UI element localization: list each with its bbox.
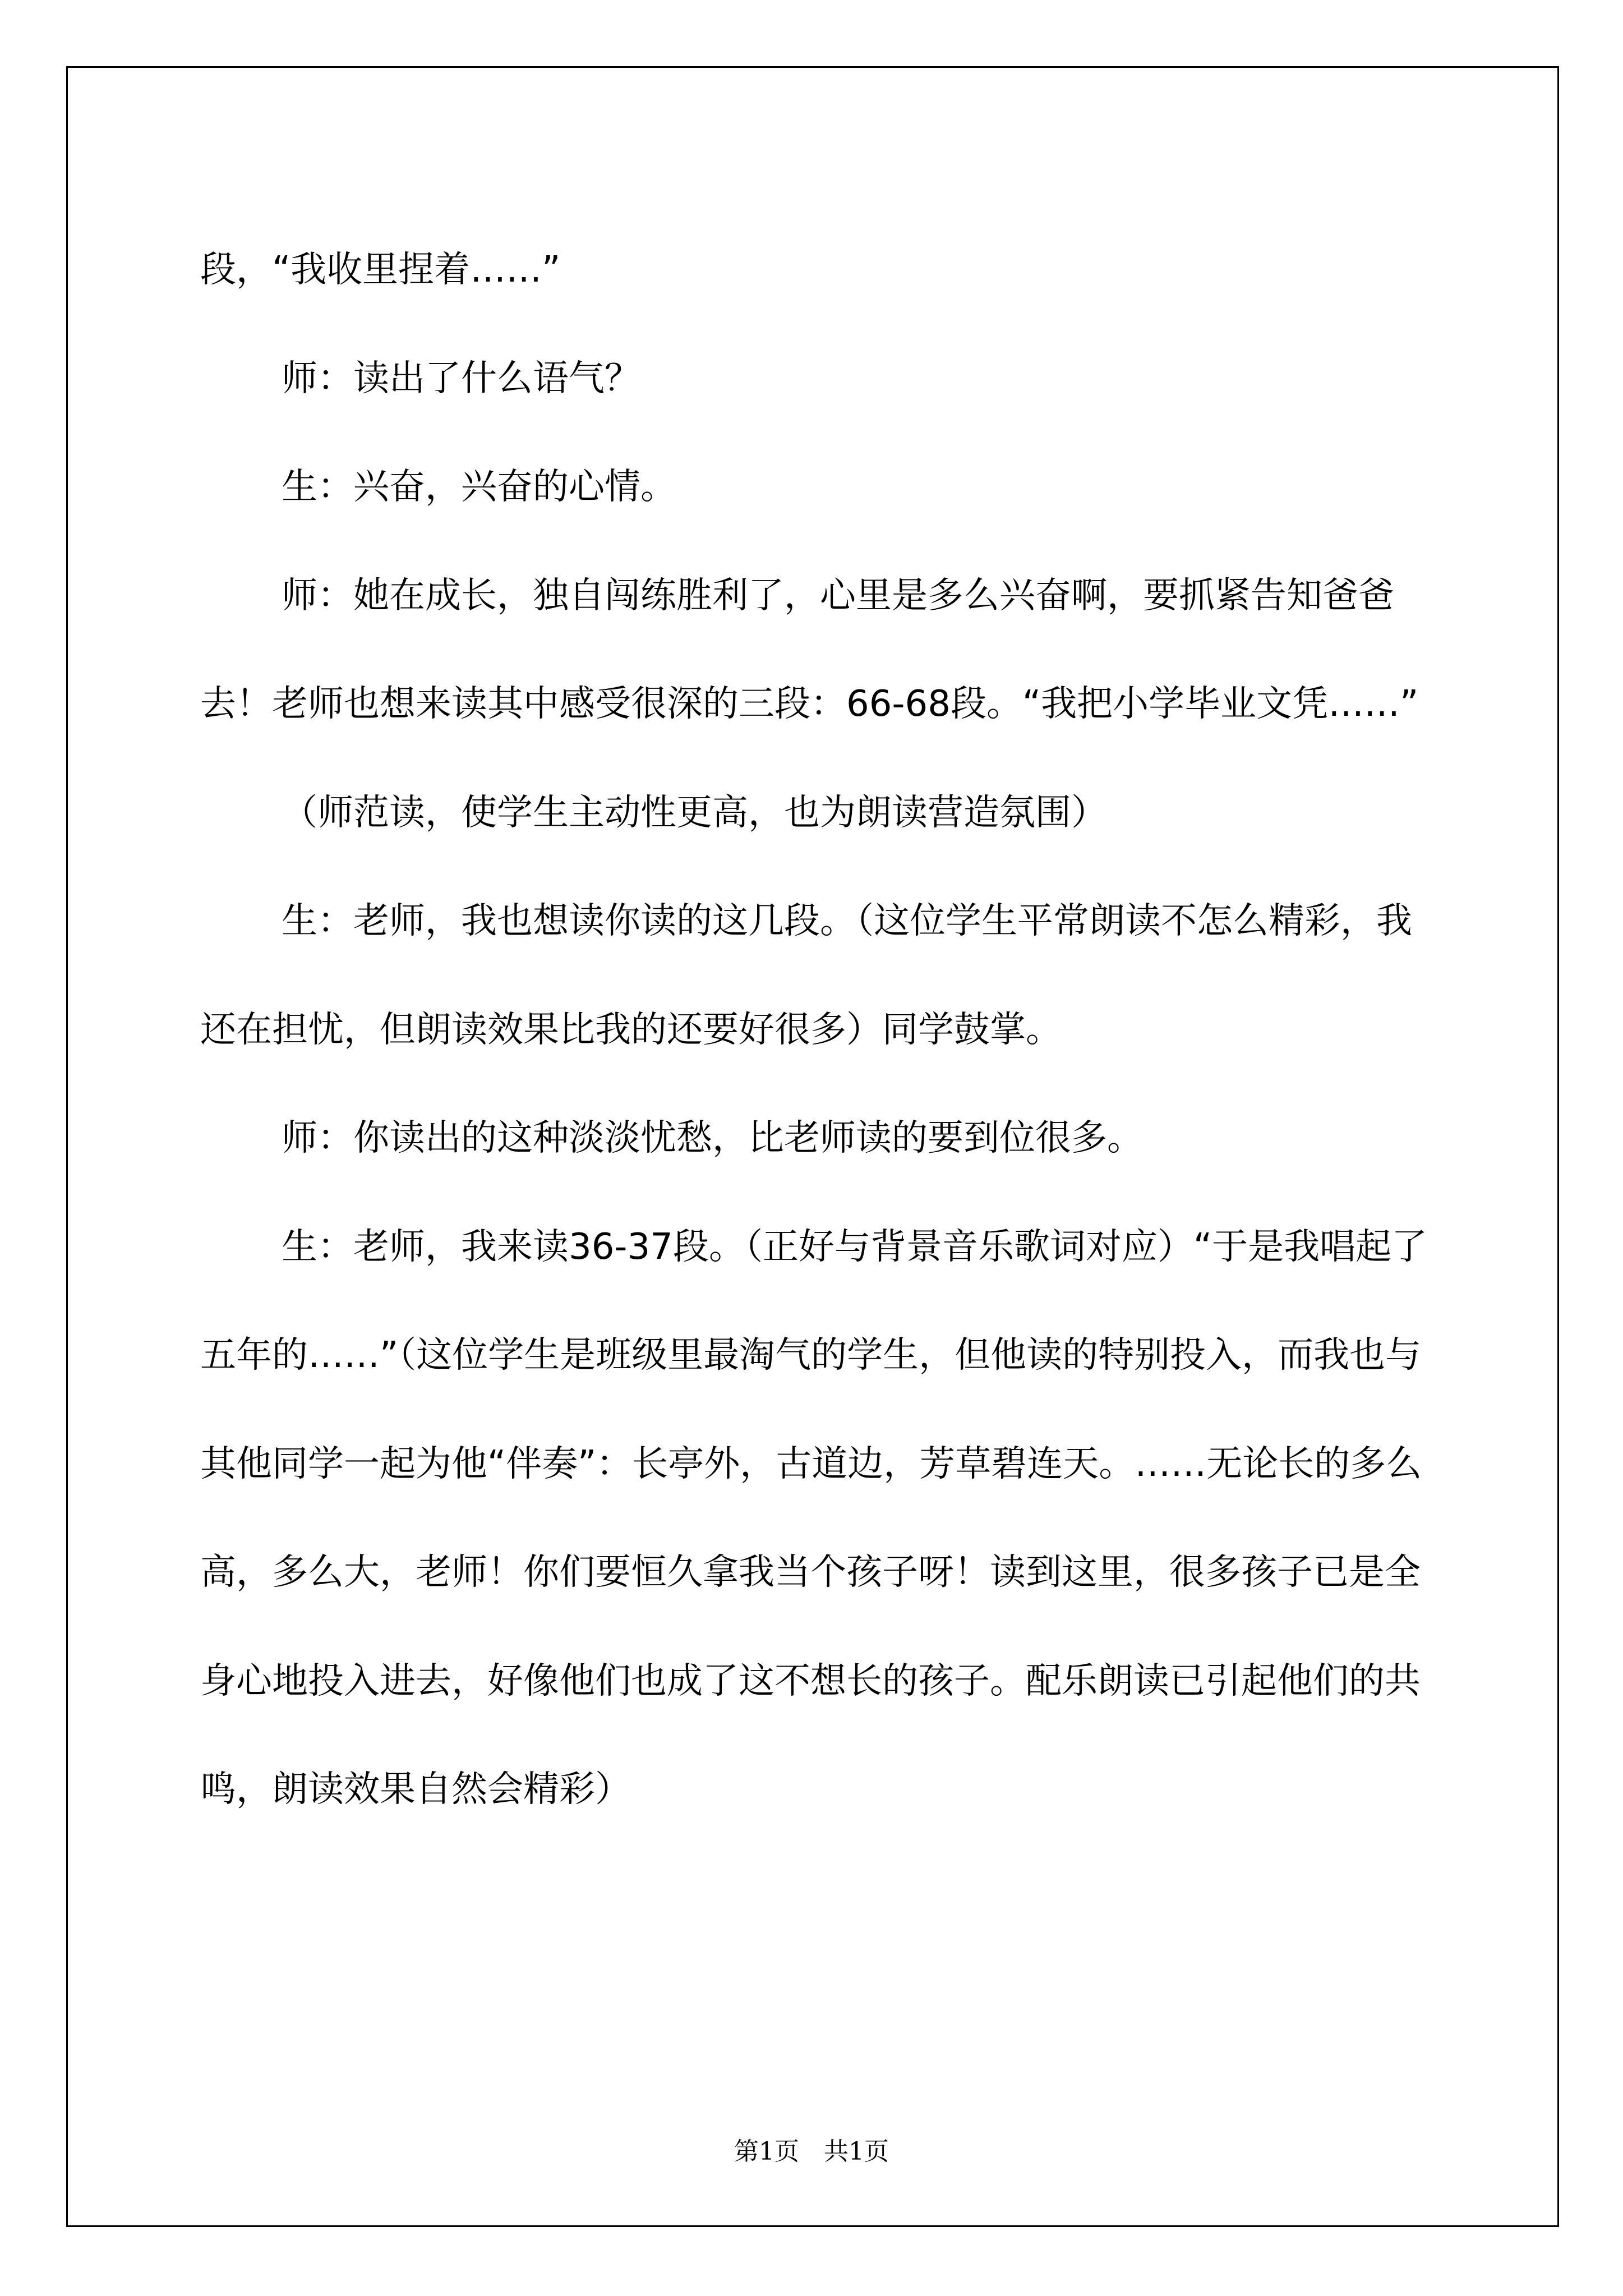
document-body	[200, 216, 1428, 1844]
paragraph-2: 师：读出了什么语气？	[282, 357, 640, 399]
paragraph-6: 生：老师，我也想读你读的这几段。（这位学生平常朗读不怎么精彩，我还在担忧，但朗读效果比我的还要好很多）同学鼓掌。	[200, 900, 1412, 1051]
paragraph-7: 师：你读出的这种淡淡忧愁，比老师读的要到位很多。	[282, 1117, 1143, 1159]
paragraph-5: （师范读，使学生主动性更高，也为朗读营造氛围）	[282, 792, 1107, 834]
paragraph-4: 师：她在成长，独自闯练胜利了，心里是多么兴奋啊，要抓紧告知爸爸去！老师也想来读其中感受很深的三段：66-68段。“我把小学毕业文凭……”	[200, 574, 1419, 725]
paragraph-3: 生：兴奋，兴奋的心情。	[282, 466, 676, 508]
page-number-footer: 第1页 共1页	[734, 2137, 889, 2166]
paragraph-1: 段，“我收里捏着……”	[200, 249, 561, 291]
paragraph-8: 生：老师，我来读36-37段。（正好与背景音乐歌词对应）“于是我唱起了五年的……”（这位学生是班级里最淘气的学生，但他读的特别投入，而我也与其他同学一起为他“伴奏”：长亭外，古道边，芳草碧连天。……无论长的多么高，多么大，老师！你们要恒久拿我当个孩子呀！读到这里，很多孩子已是全身心地投入进去，好像他们也成了这不想长的孩子。配乐朗读已引起他们的共鸣，朗读效果自然会精彩）	[200, 1226, 1428, 1810]
